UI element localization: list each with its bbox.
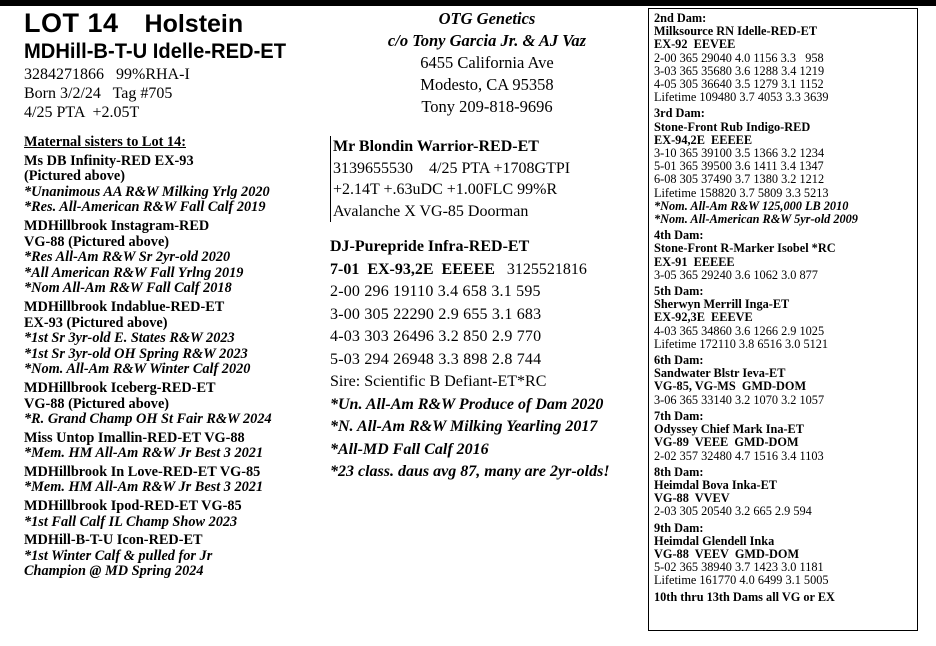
lot-number: LOT 14: [24, 8, 119, 38]
sister-entry: [24, 499, 329, 530]
dam-entry-record: Lifetime 158820 3.7 5809 3.3 5213: [654, 185, 829, 200]
sister-name-line: (Pictured above): [24, 168, 125, 185]
dam-entry-record: 4-05 305 36640 3.5 1279 3.1 1152: [654, 77, 824, 92]
sister-award: *1st Winter Calf & pulled for Jr: [24, 547, 213, 564]
dam-award: *Un. All-Am R&W Produce of Dam 2020: [330, 395, 604, 413]
lot-animal-name: MDHill-B-T-U Idelle-RED-ET: [24, 40, 287, 63]
dam-sire: Sire: Scientific B Defiant-ET*RC: [330, 373, 547, 390]
dams-footer: 10th thru 13th Dams all VG or EX: [654, 589, 835, 604]
consignor-phone: Tony 209-818-9696: [421, 97, 553, 116]
dam-entry-record: 2-02 357 32480 4.7 1516 3.4 1103: [654, 448, 824, 463]
dam-score-line: [330, 259, 644, 282]
sister-award: *Res. All-American R&W Fall Calf 2019: [24, 199, 266, 216]
dam-entry-record: Lifetime 161770 4.0 6499 3.1 5005: [654, 573, 829, 588]
sister-name-line: Ms DB Infinity-RED EX-93: [24, 152, 194, 169]
dam-registration: 3125521816: [506, 260, 587, 278]
dam-entry-record: 5-02 365 38940 3.7 1423 3.0 1181: [654, 560, 824, 575]
dam-entry-record: 6-08 305 37490 3.7 1380 3.2 1212: [654, 172, 825, 187]
sister-award: *1st Fall Calf IL Champ Show 2023: [24, 513, 238, 530]
dam-entry-score: EX-92 EEVEE: [654, 37, 736, 52]
sister-entry: [24, 219, 329, 297]
dam-entry: [654, 466, 917, 519]
dam-entry-name: Stone-Front Rub Indigo-RED: [654, 119, 811, 134]
dam-label: 3rd Dam:: [654, 106, 705, 121]
dam-entry-score: VG-89 VEEE GMD-DOM: [654, 435, 799, 450]
dam-label: 9th Dam:: [654, 520, 704, 535]
sister-entry: [24, 431, 329, 462]
dam-entry-record: 3-10 365 39100 3.5 1366 3.2 1234: [654, 146, 825, 161]
sister-award: *Res All-Am R&W Sr 2yr-old 2020: [24, 249, 231, 266]
dam-entry: [654, 12, 917, 104]
dam-label: 6th Dam:: [654, 353, 704, 368]
sister-name-line: MDHillbrook Ipod-RED-ET VG-85: [24, 498, 242, 515]
dam-label: 2nd Dam:: [654, 11, 707, 25]
dam-entry-score: VG-88 VVEV: [654, 491, 730, 506]
lot-pta: 4/25 PTA +2.05T: [24, 104, 140, 121]
dam-entry-score: VG-85, VG-MS GMD-DOM: [654, 379, 807, 394]
dam-records: [330, 281, 644, 371]
dam-entry: [654, 410, 917, 463]
dam-label: 4th Dam:: [654, 228, 704, 243]
sister-award: *Nom All-Am R&W Fall Calf 2018: [24, 280, 232, 297]
dam-award: *23 class. daus avg 87, many are 2yr-olds!: [330, 463, 610, 480]
dam-entry-name: Odyssey Chief Mark Ina-ET: [654, 422, 804, 437]
sire-block: [330, 136, 644, 222]
dam-entry-name: Stone-Front R-Marker Isobel *RC: [654, 241, 836, 256]
consignor-block: [330, 8, 644, 118]
dam-label: 5th Dam:: [654, 284, 704, 299]
dam-record: 4-03 303 26496 3.2 850 2.9 770: [330, 328, 542, 345]
dam-score: 7-01 EX-93,2E EEEEE: [330, 260, 495, 278]
dam-entry-record: Lifetime 109480 3.7 4053 3.3 3639: [654, 90, 829, 105]
dams-box: [648, 8, 918, 631]
sire-proof: +2.14T +.63uDC +1.00FLC 99%R: [333, 181, 558, 198]
consignor-sire-dam-column: [330, 8, 644, 484]
dam-record: 5-03 294 26948 3.3 898 2.8 744: [330, 350, 542, 368]
dam-entry-record: 3-05 365 29240 3.6 1062 3.0 877: [654, 267, 818, 282]
sister-entry: [24, 300, 329, 378]
dam-awards: [330, 394, 644, 484]
lot-registration: 3284271866 99%RHA-I: [24, 66, 190, 83]
sister-entry: [24, 154, 329, 216]
dam-label: 7th Dam:: [654, 408, 704, 423]
dam-entry-award: *Nom. All-Am R&W 125,000 LB 2010: [654, 198, 849, 213]
sire-registration: 3139655530 4/25 PTA +1708GTPI: [333, 159, 571, 177]
dam-entry: [654, 107, 917, 226]
sister-name-line: MDHillbrook Instagram-RED: [24, 217, 210, 234]
dams-list: [654, 12, 917, 588]
dam-entry-name: Sherwyn Merrill Inga-ET: [654, 297, 790, 312]
sister-award: *Unanimous AA R&W Milking Yrlg 2020: [24, 183, 270, 200]
dam-entry-score: VG-88 VEEV GMD-DOM: [654, 546, 800, 561]
dam-name: DJ-Purepride Infra-RED-ET: [330, 238, 530, 255]
sister-name-line: Miss Untop Imallin-RED-ET VG-88: [24, 429, 245, 446]
dam-entry-award: *Nom. All-American R&W 5yr-old 2009: [654, 212, 858, 227]
sister-name-line: MDHill-B-T-U Icon-RED-ET: [24, 532, 203, 549]
lot-breed: Holstein: [144, 10, 244, 38]
dam-entry-name: Milksource RN Idelle-RED-ET: [654, 24, 818, 39]
sister-award: *1st Sr 3yr-old E. States R&W 2023: [24, 330, 235, 347]
consignor-name: OTG Genetics: [438, 9, 536, 28]
dam-record: 2-00 296 19110 3.4 658 3.1 595: [330, 283, 541, 300]
dam-entry-name: Heimdal Bova Inka-ET: [654, 477, 777, 492]
sister-award: *1st Sr 3yr-old OH Spring R&W 2023: [24, 345, 248, 362]
dam-entry-record: 5-01 365 39500 3.6 1411 3.4 1347: [654, 159, 824, 174]
dam-entry: [654, 285, 917, 351]
dam-entry: [654, 522, 917, 588]
dam-entry-record: 4-03 365 34860 3.6 1266 2.9 1025: [654, 323, 825, 338]
lot-info: [24, 65, 329, 122]
consignor-street: 6455 California Ave: [420, 53, 554, 72]
dam-entry-record: 3-06 365 33140 3.2 1070 3.2 1057: [654, 392, 825, 407]
sister-entry: [24, 381, 329, 428]
dam-entry-name: Heimdal Glendell Inka: [654, 533, 775, 548]
sister-award: *Nom. All-Am R&W Winter Calf 2020: [24, 361, 251, 378]
dam-entry: [654, 354, 917, 407]
sister-award: *All American R&W Fall Yrlng 2019: [24, 264, 244, 281]
dam-entry-record: 2-00 365 29040 4.0 1156 3.3 958: [654, 50, 824, 65]
lot-birth-tag: Born 3/2/24 Tag #705: [24, 85, 173, 102]
dam-entry-score: EX-91 EEEEE: [654, 254, 735, 269]
dam-entry-score: EX-94,2E EEEEE: [654, 132, 753, 147]
sister-award: Champion @ MD Spring 2024: [24, 563, 204, 580]
sister-name-line: MDHillbrook Iceberg-RED-ET: [24, 379, 216, 396]
dam-block: [330, 236, 644, 484]
dam-label: 8th Dam:: [654, 464, 704, 479]
dam-entry-record: 2-03 305 20540 3.2 665 2.9 594: [654, 504, 812, 519]
consignor-contact: c/o Tony Garcia Jr. & AJ Vaz: [387, 31, 587, 50]
sister-name-line: VG-88 (Pictured above): [24, 233, 170, 250]
dam-record: 3-00 305 22290 2.9 655 3.1 683: [330, 305, 542, 323]
sister-name-line: EX-93 (Pictured above): [24, 314, 168, 331]
consignor-city: Modesto, CA 95358: [420, 75, 554, 94]
maternal-sisters: [24, 135, 329, 580]
sire-pedigree: Avalanche X VG-85 Doorman: [333, 202, 529, 220]
sister-name-line: VG-88 (Pictured above): [24, 395, 170, 412]
dam-entry-record: 3-03 365 35680 3.6 1288 3.4 1219: [654, 63, 825, 78]
dam-entry-record: Lifetime 172110 3.8 6516 3.0 5121: [654, 336, 829, 351]
sister-award: *Mem. HM All-Am R&W Jr Best 3 2021: [24, 479, 264, 496]
top-border: [0, 0, 936, 6]
sire-name: Mr Blondin Warrior-RED-ET: [333, 138, 539, 155]
sisters-list: [24, 154, 329, 580]
sister-entry: [24, 465, 329, 496]
sister-entry: [24, 533, 329, 580]
sister-award: *R. Grand Champ OH St Fair R&W 2024: [24, 411, 272, 428]
dam-award: *N. All-Am R&W Milking Yearling 2017: [330, 418, 598, 435]
dam-entry: [654, 229, 917, 282]
dam-award: *All-MD Fall Calf 2016: [330, 440, 489, 458]
lot-header: [24, 8, 329, 39]
sister-name-line: MDHillbrook Indablue-RED-ET: [24, 298, 225, 315]
sister-name-line: MDHillbrook In Love-RED-ET VG-85: [24, 463, 261, 480]
sisters-heading: Maternal sisters to Lot 14:: [24, 134, 186, 150]
sister-award: *Mem. HM All-Am R&W Jr Best 3 2021: [24, 445, 264, 462]
lot-column: [24, 8, 329, 580]
dam-entry-name: Sandwater Blstr Ieva-ET: [654, 366, 786, 381]
dam-entry-score: EX-92,3E EEEVE: [654, 310, 753, 325]
